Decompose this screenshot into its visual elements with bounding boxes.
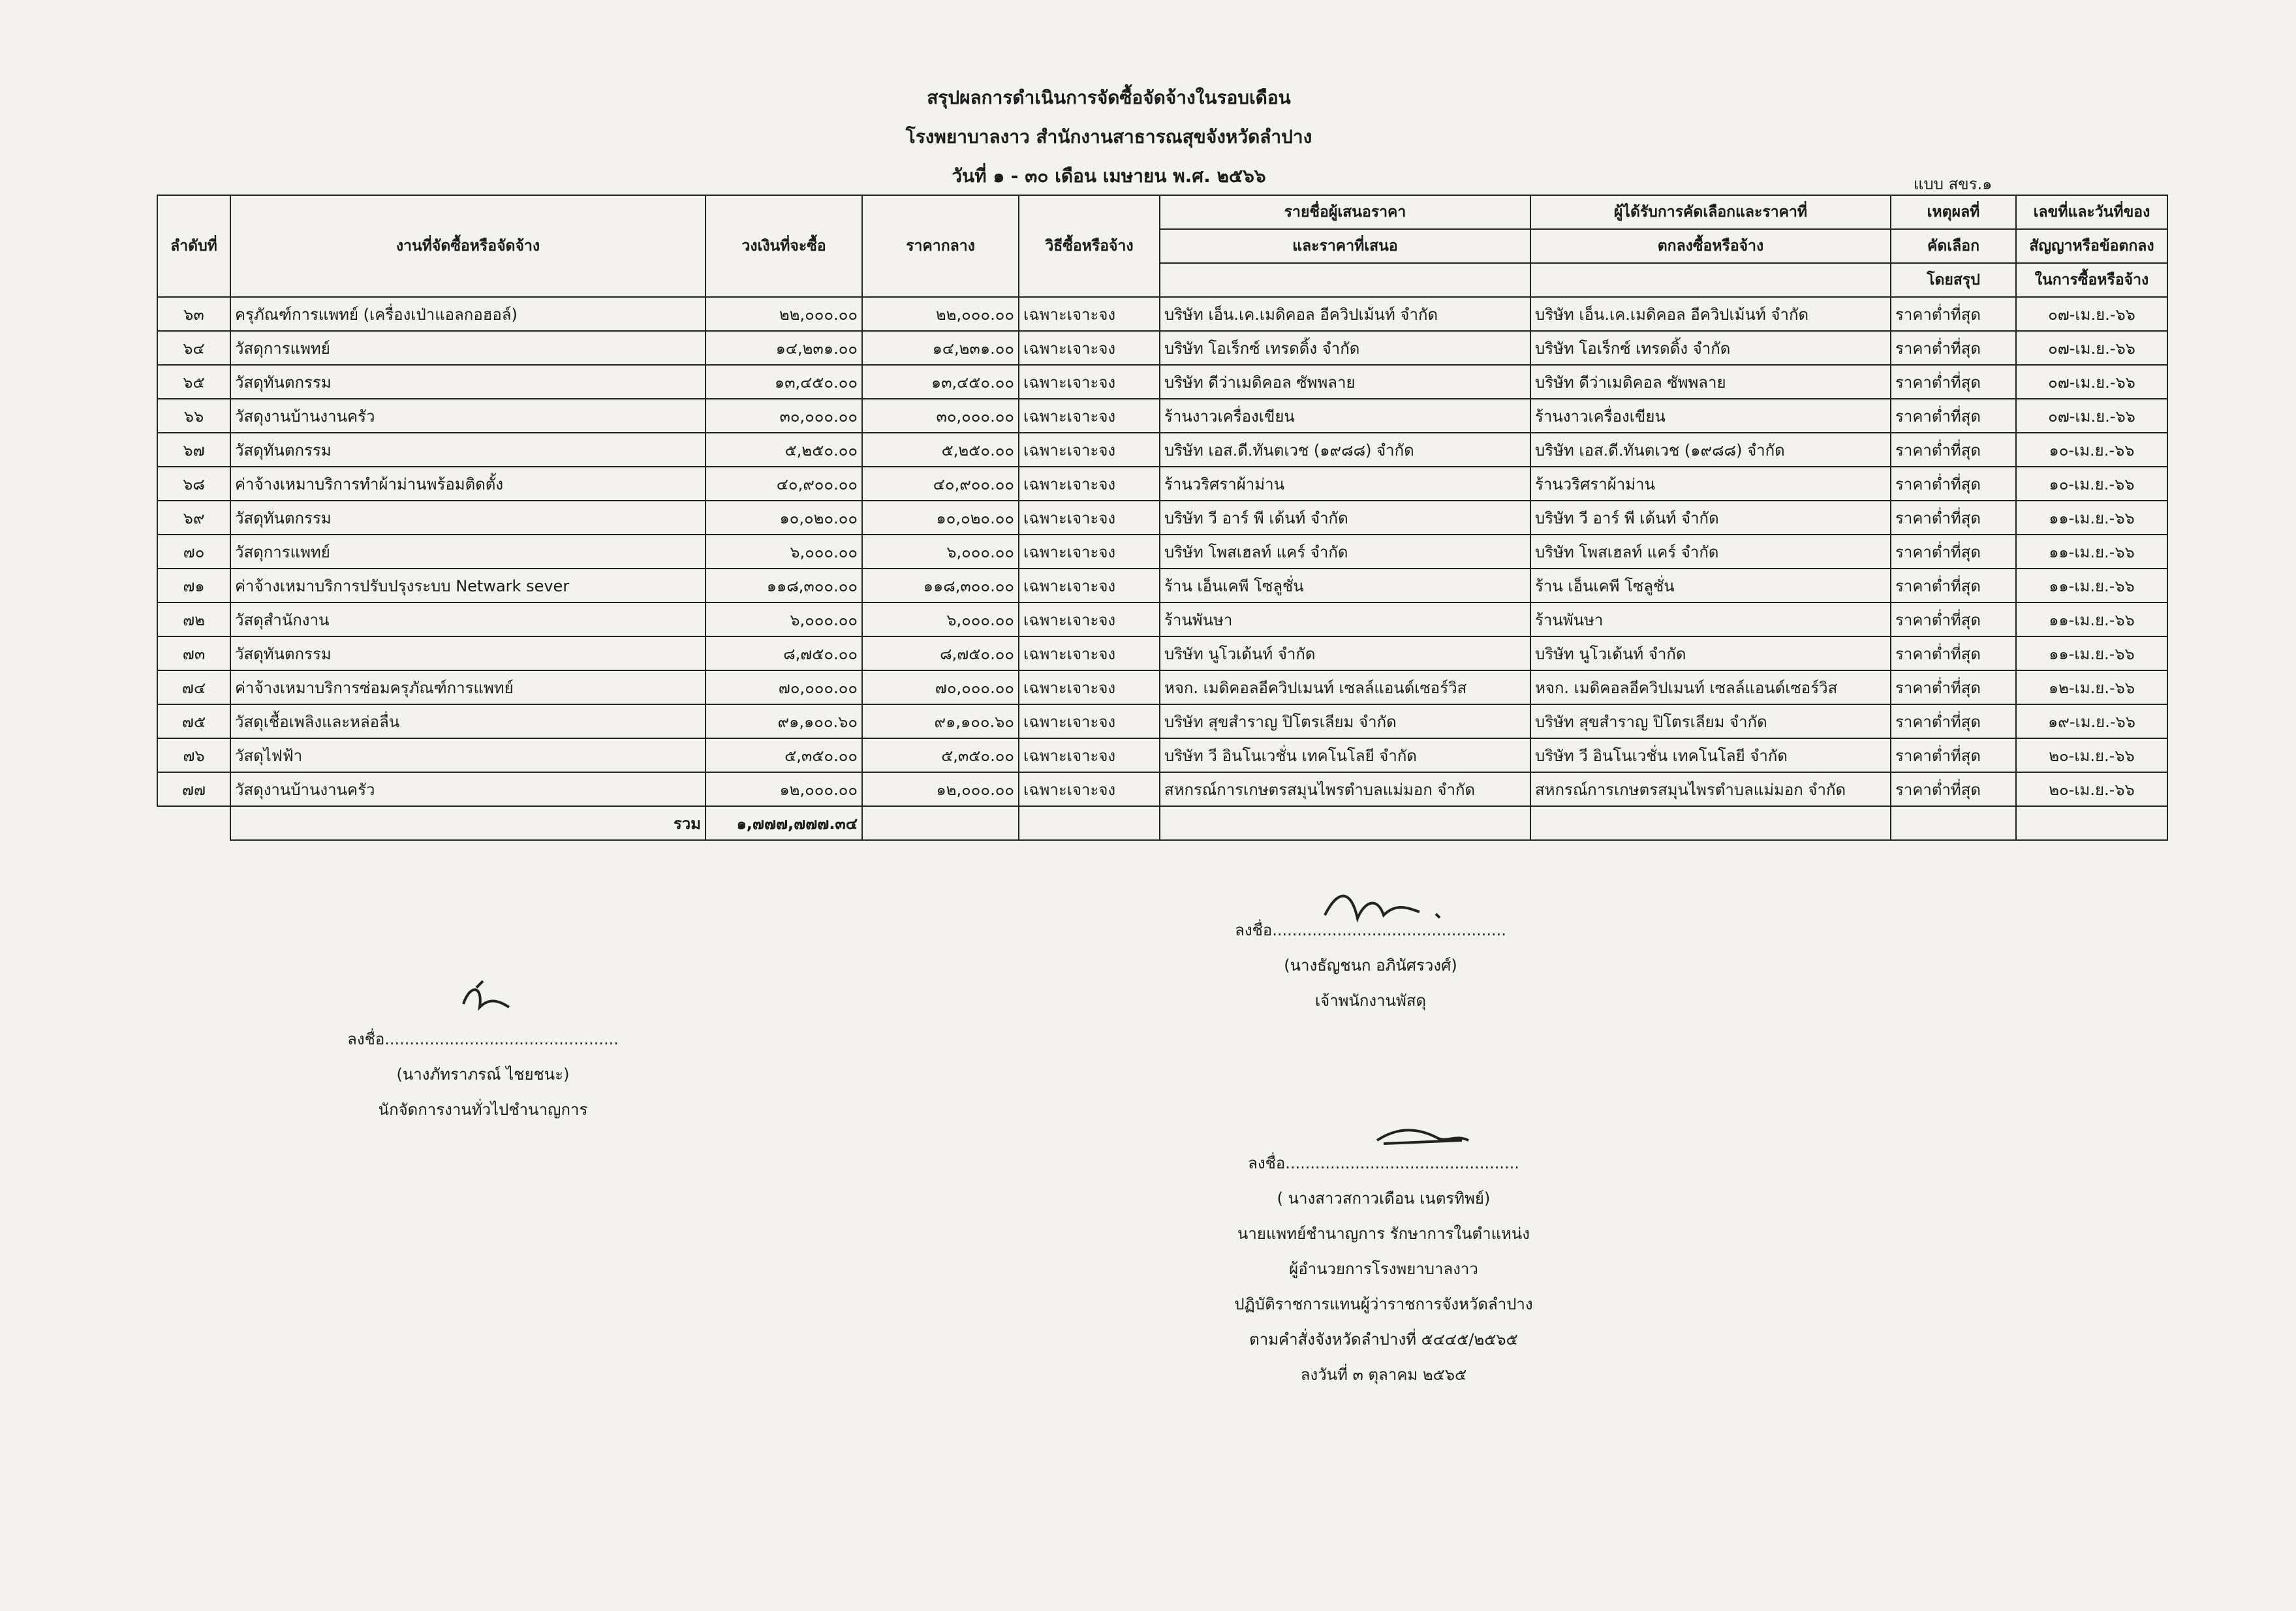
row-winner: บริษัท วี อินโนเวชั่น เทคโนโลยี จำกัด <box>1530 738 1891 772</box>
table-row <box>157 704 2167 738</box>
row-bidder: ร้าน เอ็นเคพี โซลูชั่น <box>1160 569 1530 602</box>
row-item: วัสดุทันตกรรม <box>230 365 706 399</box>
row-budget: ๙๑,๑๐๐.๖๐ <box>706 704 862 738</box>
row-bidder: ร้านงาวเครื่องเขียน <box>1160 399 1530 433</box>
row-method: เฉพาะเจาะจง <box>1019 331 1160 365</box>
row-no: ๗๑ <box>157 569 230 602</box>
table-row <box>157 535 2167 569</box>
row-winner: บริษัท เอส.ดี.ทันตเวช (๑๙๘๘) จำกัด <box>1530 433 1891 467</box>
row-no: ๗๒ <box>157 602 230 636</box>
total-row <box>157 806 2167 840</box>
row-budget: ๓๐,๐๐๐.๐๐ <box>706 399 862 433</box>
row-item: ค่าจ้างเหมาบริการซ่อมครุภัณฑ์การแพทย์ <box>230 670 706 704</box>
col-winner-2: ตกลงซื้อหรือจ้าง <box>1530 229 1891 263</box>
report-period: วันที่ ๑ - ๓๐ เดือน เมษายน พ.ศ. ๒๕๖๖ <box>952 165 1266 187</box>
row-contract: ๑๑-เม.ย.-๖๖ <box>2016 636 2167 670</box>
row-contract: ๑๑-เม.ย.-๖๖ <box>2016 535 2167 569</box>
row-winner: บริษัท ดีว่าเมดิคอล ซัพพลาย <box>1530 365 1891 399</box>
row-item: วัสดุไฟฟ้า <box>230 738 706 772</box>
row-ref-price: ๙๑,๑๐๐.๖๐ <box>862 704 1019 738</box>
signature-right-label: ลงชื่อ............................................... <box>1235 921 1506 939</box>
row-bidder: บริษัท โอเร็กซ์ เทรดดิ้ง จำกัด <box>1160 331 1530 365</box>
row-reason: ราคาต่ำที่สุด <box>1891 636 2016 670</box>
row-bidder: บริษัท เอส.ดี.ทันตเวช (๑๙๘๘) จำกัด <box>1160 433 1530 467</box>
row-method: เฉพาะเจาะจง <box>1019 535 1160 569</box>
col-reason: เหตุผลที่ <box>1891 195 2016 229</box>
row-budget: ๑๒,๐๐๐.๐๐ <box>706 772 862 806</box>
col-budget: วงเงินที่จะซื้อ <box>706 195 862 297</box>
row-contract: ๑๑-เม.ย.-๖๖ <box>2016 602 2167 636</box>
row-bidder: บริษัท ดีว่าเมดิคอล ซัพพลาย <box>1160 365 1530 399</box>
col-contract: เลขที่และวันที่ของ <box>2016 195 2167 229</box>
signature-bottom-line-3: ปฏิบัติราชการแทนผู้ว่าราชการจังหวัดลำปาง <box>1234 1295 1533 1313</box>
row-reason: ราคาต่ำที่สุด <box>1891 670 2016 704</box>
row-no: ๖๘ <box>157 467 230 501</box>
row-item: วัสดุสำนักงาน <box>230 602 706 636</box>
row-ref-price: ๑๔,๒๓๑.๐๐ <box>862 331 1019 365</box>
row-contract: ๑๐-เม.ย.-๖๖ <box>2016 433 2167 467</box>
col-contract-3: ในการซื้อหรือจ้าง <box>2016 263 2167 297</box>
signature-bottom-line-4: ตามคำสั่งจังหวัดลำปางที่ ๕๔๔๕/๒๕๖๕ <box>1249 1330 1518 1349</box>
total-empty-3 <box>1160 806 1530 840</box>
row-method: เฉพาะเจาะจง <box>1019 636 1160 670</box>
total-empty-6 <box>2016 806 2167 840</box>
signature-bottom-line-1: นายแพทย์ชำนาญการ รักษาการในตำแหน่ง <box>1237 1225 1530 1243</box>
total-empty-1 <box>862 806 1019 840</box>
row-reason: ราคาต่ำที่สุด <box>1891 365 2016 399</box>
row-no: ๖๓ <box>157 297 230 331</box>
row-contract: ๑๑-เม.ย.-๖๖ <box>2016 569 2167 602</box>
row-no: ๗๖ <box>157 738 230 772</box>
row-winner: ร้านงาวเครื่องเขียน <box>1530 399 1891 433</box>
signature-right-name: (นางธัญชนก อภินัศรวงศ์) <box>1284 956 1457 975</box>
row-no: ๗๔ <box>157 670 230 704</box>
row-ref-price: ๒๒,๐๐๐.๐๐ <box>862 297 1019 331</box>
row-ref-price: ๖,๐๐๐.๐๐ <box>862 602 1019 636</box>
signature-bottom-label: ลงชื่อ............................................... <box>1248 1154 1519 1172</box>
table-row <box>157 433 2167 467</box>
row-winner: ร้านพันษา <box>1530 602 1891 636</box>
table-row <box>157 602 2167 636</box>
row-ref-price: ๑๒,๐๐๐.๐๐ <box>862 772 1019 806</box>
row-no: ๖๙ <box>157 501 230 535</box>
row-ref-price: ๔๐,๙๐๐.๐๐ <box>862 467 1019 501</box>
row-contract: ๑๐-เม.ย.-๖๖ <box>2016 467 2167 501</box>
total-empty-4 <box>1530 806 1891 840</box>
signature-bottom <box>1214 1146 1553 1392</box>
table-body <box>157 297 2167 806</box>
row-budget: ๖,๐๐๐.๐๐ <box>706 602 862 636</box>
row-winner: บริษัท เอ็น.เค.เมดิคอล อีควิปเม้นท์ จำกัด <box>1530 297 1891 331</box>
row-item: วัสดุงานบ้านงานครัว <box>230 772 706 806</box>
col-winner: ผู้ได้รับการคัดเลือกและราคาที่ <box>1530 195 1891 229</box>
row-winner: สหกรณ์การเกษตรสมุนไพรตำบลแม่มอก จำกัด <box>1530 772 1891 806</box>
signature-left <box>326 1022 640 1127</box>
table-row <box>157 365 2167 399</box>
row-reason: ราคาต่ำที่สุด <box>1891 399 2016 433</box>
row-ref-price: ๑๓,๔๕๐.๐๐ <box>862 365 1019 399</box>
row-bidder: บริษัท วี อินโนเวชั่น เทคโนโลยี จำกัด <box>1160 738 1530 772</box>
row-reason: ราคาต่ำที่สุด <box>1891 738 2016 772</box>
signature-scribble-left <box>450 971 522 1024</box>
row-method: เฉพาะเจาะจง <box>1019 772 1160 806</box>
row-winner: บริษัท นูโวเด้นท์ จำกัด <box>1530 636 1891 670</box>
row-item: วัสดุการแพทย์ <box>230 535 706 569</box>
col-ref-price: ราคากลาง <box>862 195 1019 297</box>
row-reason: ราคาต่ำที่สุด <box>1891 501 2016 535</box>
row-reason: ราคาต่ำที่สุด <box>1891 433 2016 467</box>
row-no: ๖๖ <box>157 399 230 433</box>
table-row <box>157 670 2167 704</box>
row-contract: ๒๐-เม.ย.-๖๖ <box>2016 738 2167 772</box>
row-budget: ๑๐,๐๒๐.๐๐ <box>706 501 862 535</box>
signature-right <box>1227 913 1514 1018</box>
row-no: ๗๗ <box>157 772 230 806</box>
row-winner: บริษัท สุขสำราญ ปิโตรเลียม จำกัด <box>1530 704 1891 738</box>
total-empty-5 <box>1891 806 2016 840</box>
row-method: เฉพาะเจาะจง <box>1019 433 1160 467</box>
signature-bottom-line-2: ผู้อำนวยการโรงพยาบาลงาว <box>1289 1260 1478 1278</box>
row-contract: ๐๗-เม.ย.-๖๖ <box>2016 399 2167 433</box>
row-item: วัสดุทันตกรรม <box>230 433 706 467</box>
table-row <box>157 501 2167 535</box>
row-ref-price: ๖,๐๐๐.๐๐ <box>862 535 1019 569</box>
row-bidder: สหกรณ์การเกษตรสมุนไพรตำบลแม่มอก จำกัด <box>1160 772 1530 806</box>
col-method: วิธีซื้อหรือจ้าง <box>1019 195 1160 297</box>
row-method: เฉพาะเจาะจง <box>1019 467 1160 501</box>
signature-right-position: เจ้าพนักงานพัสดุ <box>1314 992 1427 1010</box>
col-reason-2: คัดเลือก <box>1891 229 2016 263</box>
row-winner: หจก. เมดิคอลอีควิปเมนท์ เซลล์แอนด์เซอร์วิส <box>1530 670 1891 704</box>
row-reason: ราคาต่ำที่สุด <box>1891 331 2016 365</box>
row-reason: ราคาต่ำที่สุด <box>1891 297 2016 331</box>
table-row <box>157 636 2167 670</box>
table-row <box>157 467 2167 501</box>
table-row <box>157 772 2167 806</box>
row-item: ค่าจ้างเหมาบริการทำผ้าม่านพร้อมติดตั้ง <box>230 467 706 501</box>
row-reason: ราคาต่ำที่สุด <box>1891 535 2016 569</box>
row-budget: ๘,๗๕๐.๐๐ <box>706 636 862 670</box>
row-bidder: บริษัท เอ็น.เค.เมดิคอล อีควิปเม้นท์ จำกัด <box>1160 297 1530 331</box>
row-method: เฉพาะเจาะจง <box>1019 738 1160 772</box>
row-item: วัสดุการแพทย์ <box>230 331 706 365</box>
row-budget: ๖,๐๐๐.๐๐ <box>706 535 862 569</box>
row-bidder: ร้านพันษา <box>1160 602 1530 636</box>
total-empty-2 <box>1019 806 1160 840</box>
col-reason-3: โดยสรุป <box>1891 263 2016 297</box>
row-budget: ๑๑๘,๓๐๐.๐๐ <box>706 569 862 602</box>
row-method: เฉพาะเจาะจง <box>1019 670 1160 704</box>
row-item: วัสดุงานบ้านงานครัว <box>230 399 706 433</box>
row-budget: ๕,๒๕๐.๐๐ <box>706 433 862 467</box>
total-label: รวม <box>230 806 706 840</box>
row-no: ๗๐ <box>157 535 230 569</box>
table-row <box>157 331 2167 365</box>
row-budget: ๑๓,๔๕๐.๐๐ <box>706 365 862 399</box>
col-item: งานที่จัดซื้อหรือจัดจ้าง <box>230 195 706 297</box>
row-budget: ๗๐,๐๐๐.๐๐ <box>706 670 862 704</box>
row-method: เฉพาะเจาะจง <box>1019 704 1160 738</box>
signature-left-position: นักจัดการงานทั่วไปชำนาญการ <box>378 1101 588 1119</box>
row-bidder: บริษัท นูโวเด้นท์ จำกัด <box>1160 636 1530 670</box>
row-bidder: ร้านวริศราผ้าม่าน <box>1160 467 1530 501</box>
col-contract-2: สัญญาหรือข้อตกลง <box>2016 229 2167 263</box>
row-winner: บริษัท โอเร็กซ์ เทรดดิ้ง จำกัด <box>1530 331 1891 365</box>
form-code: แบบ สขร.๑ <box>1914 175 1993 193</box>
col-no: ลำดับที่ <box>157 195 230 297</box>
col-bidders: รายชื่อผู้เสนอราคา <box>1160 195 1530 229</box>
table-row <box>157 399 2167 433</box>
row-bidder: หจก. เมดิคอลอีควิปเมนท์ เซลล์แอนด์เซอร์วิส <box>1160 670 1530 704</box>
row-method: เฉพาะเจาะจง <box>1019 602 1160 636</box>
row-contract: ๑๑-เม.ย.-๖๖ <box>2016 501 2167 535</box>
row-contract: ๐๗-เม.ย.-๖๖ <box>2016 331 2167 365</box>
col-winner-3 <box>1530 263 1891 297</box>
row-reason: ราคาต่ำที่สุด <box>1891 772 2016 806</box>
total-value: ๑,๗๗๗,๗๗๗.๓๔ <box>706 806 862 840</box>
row-budget: ๔๐,๙๐๐.๐๐ <box>706 467 862 501</box>
row-reason: ราคาต่ำที่สุด <box>1891 602 2016 636</box>
row-contract: ๑๒-เม.ย.-๖๖ <box>2016 670 2167 704</box>
row-budget: ๑๔,๒๓๑.๐๐ <box>706 331 862 365</box>
row-contract: ๐๗-เม.ย.-๖๖ <box>2016 297 2167 331</box>
organization-name: โรงพยาบาลงาว สำนักงานสาธารณสุขจังหวัดลำปาง <box>905 126 1312 148</box>
row-ref-price: ๕,๓๕๐.๐๐ <box>862 738 1019 772</box>
row-ref-price: ๑๑๘,๓๐๐.๐๐ <box>862 569 1019 602</box>
row-bidder: บริษัท โพสเฮลท์ แคร์ จำกัด <box>1160 535 1530 569</box>
row-no: ๖๗ <box>157 433 230 467</box>
row-ref-price: ๕,๒๕๐.๐๐ <box>862 433 1019 467</box>
signature-bottom-name: ( นางสาวสกาวเดือน เนตรทิพย์) <box>1277 1189 1491 1208</box>
row-reason: ราคาต่ำที่สุด <box>1891 467 2016 501</box>
signature-left-name: (นางภัทราภรณ์ ไชยชนะ) <box>396 1065 570 1084</box>
row-method: เฉพาะเจาะจง <box>1019 501 1160 535</box>
row-method: เฉพาะเจาะจง <box>1019 365 1160 399</box>
row-method: เฉพาะเจาะจง <box>1019 297 1160 331</box>
row-reason: ราคาต่ำที่สุด <box>1891 569 2016 602</box>
row-contract: ๐๗-เม.ย.-๖๖ <box>2016 365 2167 399</box>
row-ref-price: ๗๐,๐๐๐.๐๐ <box>862 670 1019 704</box>
row-item: วัสดุเชื้อเพลิงและหล่อลื่น <box>230 704 706 738</box>
row-item: ค่าจ้างเหมาบริการปรับปรุงระบบ Netwark sever <box>230 569 706 602</box>
row-budget: ๒๒,๐๐๐.๐๐ <box>706 297 862 331</box>
row-winner: ร้าน เอ็นเคพี โซลูชั่น <box>1530 569 1891 602</box>
row-contract: ๒๐-เม.ย.-๖๖ <box>2016 772 2167 806</box>
row-item: วัสดุทันตกรรม <box>230 636 706 670</box>
row-no: ๗๓ <box>157 636 230 670</box>
row-item: ครุภัณฑ์การแพทย์ (เครื่องเป่าแอลกอฮอล์) <box>230 297 706 331</box>
row-item: วัสดุทันตกรรม <box>230 501 706 535</box>
row-bidder: บริษัท วี อาร์ พี เด้นท์ จำกัด <box>1160 501 1530 535</box>
table-row <box>157 738 2167 772</box>
row-bidder: บริษัท สุขสำราญ ปิโตรเลียม จำกัด <box>1160 704 1530 738</box>
total-spacer <box>157 806 230 840</box>
row-ref-price: ๑๐,๐๒๐.๐๐ <box>862 501 1019 535</box>
row-no: ๖๔ <box>157 331 230 365</box>
header-row-1 <box>157 195 2167 229</box>
table-row <box>157 297 2167 331</box>
row-winner: บริษัท โพสเฮลท์ แคร์ จำกัด <box>1530 535 1891 569</box>
row-reason: ราคาต่ำที่สุด <box>1891 704 2016 738</box>
row-no: ๖๕ <box>157 365 230 399</box>
row-no: ๗๕ <box>157 704 230 738</box>
procurement-table <box>157 195 2168 841</box>
col-bidders-3 <box>1160 263 1530 297</box>
row-budget: ๕,๓๕๐.๐๐ <box>706 738 862 772</box>
row-winner: บริษัท วี อาร์ พี เด้นท์ จำกัด <box>1530 501 1891 535</box>
row-ref-price: ๓๐,๐๐๐.๐๐ <box>862 399 1019 433</box>
signature-bottom-line-5: ลงวันที่ ๓ ตุลาคม ๒๕๖๕ <box>1300 1366 1467 1384</box>
row-method: เฉพาะเจาะจง <box>1019 399 1160 433</box>
row-winner: ร้านวริศราผ้าม่าน <box>1530 467 1891 501</box>
table-row <box>157 569 2167 602</box>
row-contract: ๑๙-เม.ย.-๖๖ <box>2016 704 2167 738</box>
row-ref-price: ๘,๗๕๐.๐๐ <box>862 636 1019 670</box>
row-method: เฉพาะเจาะจง <box>1019 569 1160 602</box>
document-title: สรุปผลการดำเนินการจัดซื้อจัดจ้างในรอบเดือน <box>927 87 1291 108</box>
col-bidders-2: และราคาที่เสนอ <box>1160 229 1530 263</box>
signature-left-label: ลงชื่อ............................................... <box>347 1030 619 1048</box>
